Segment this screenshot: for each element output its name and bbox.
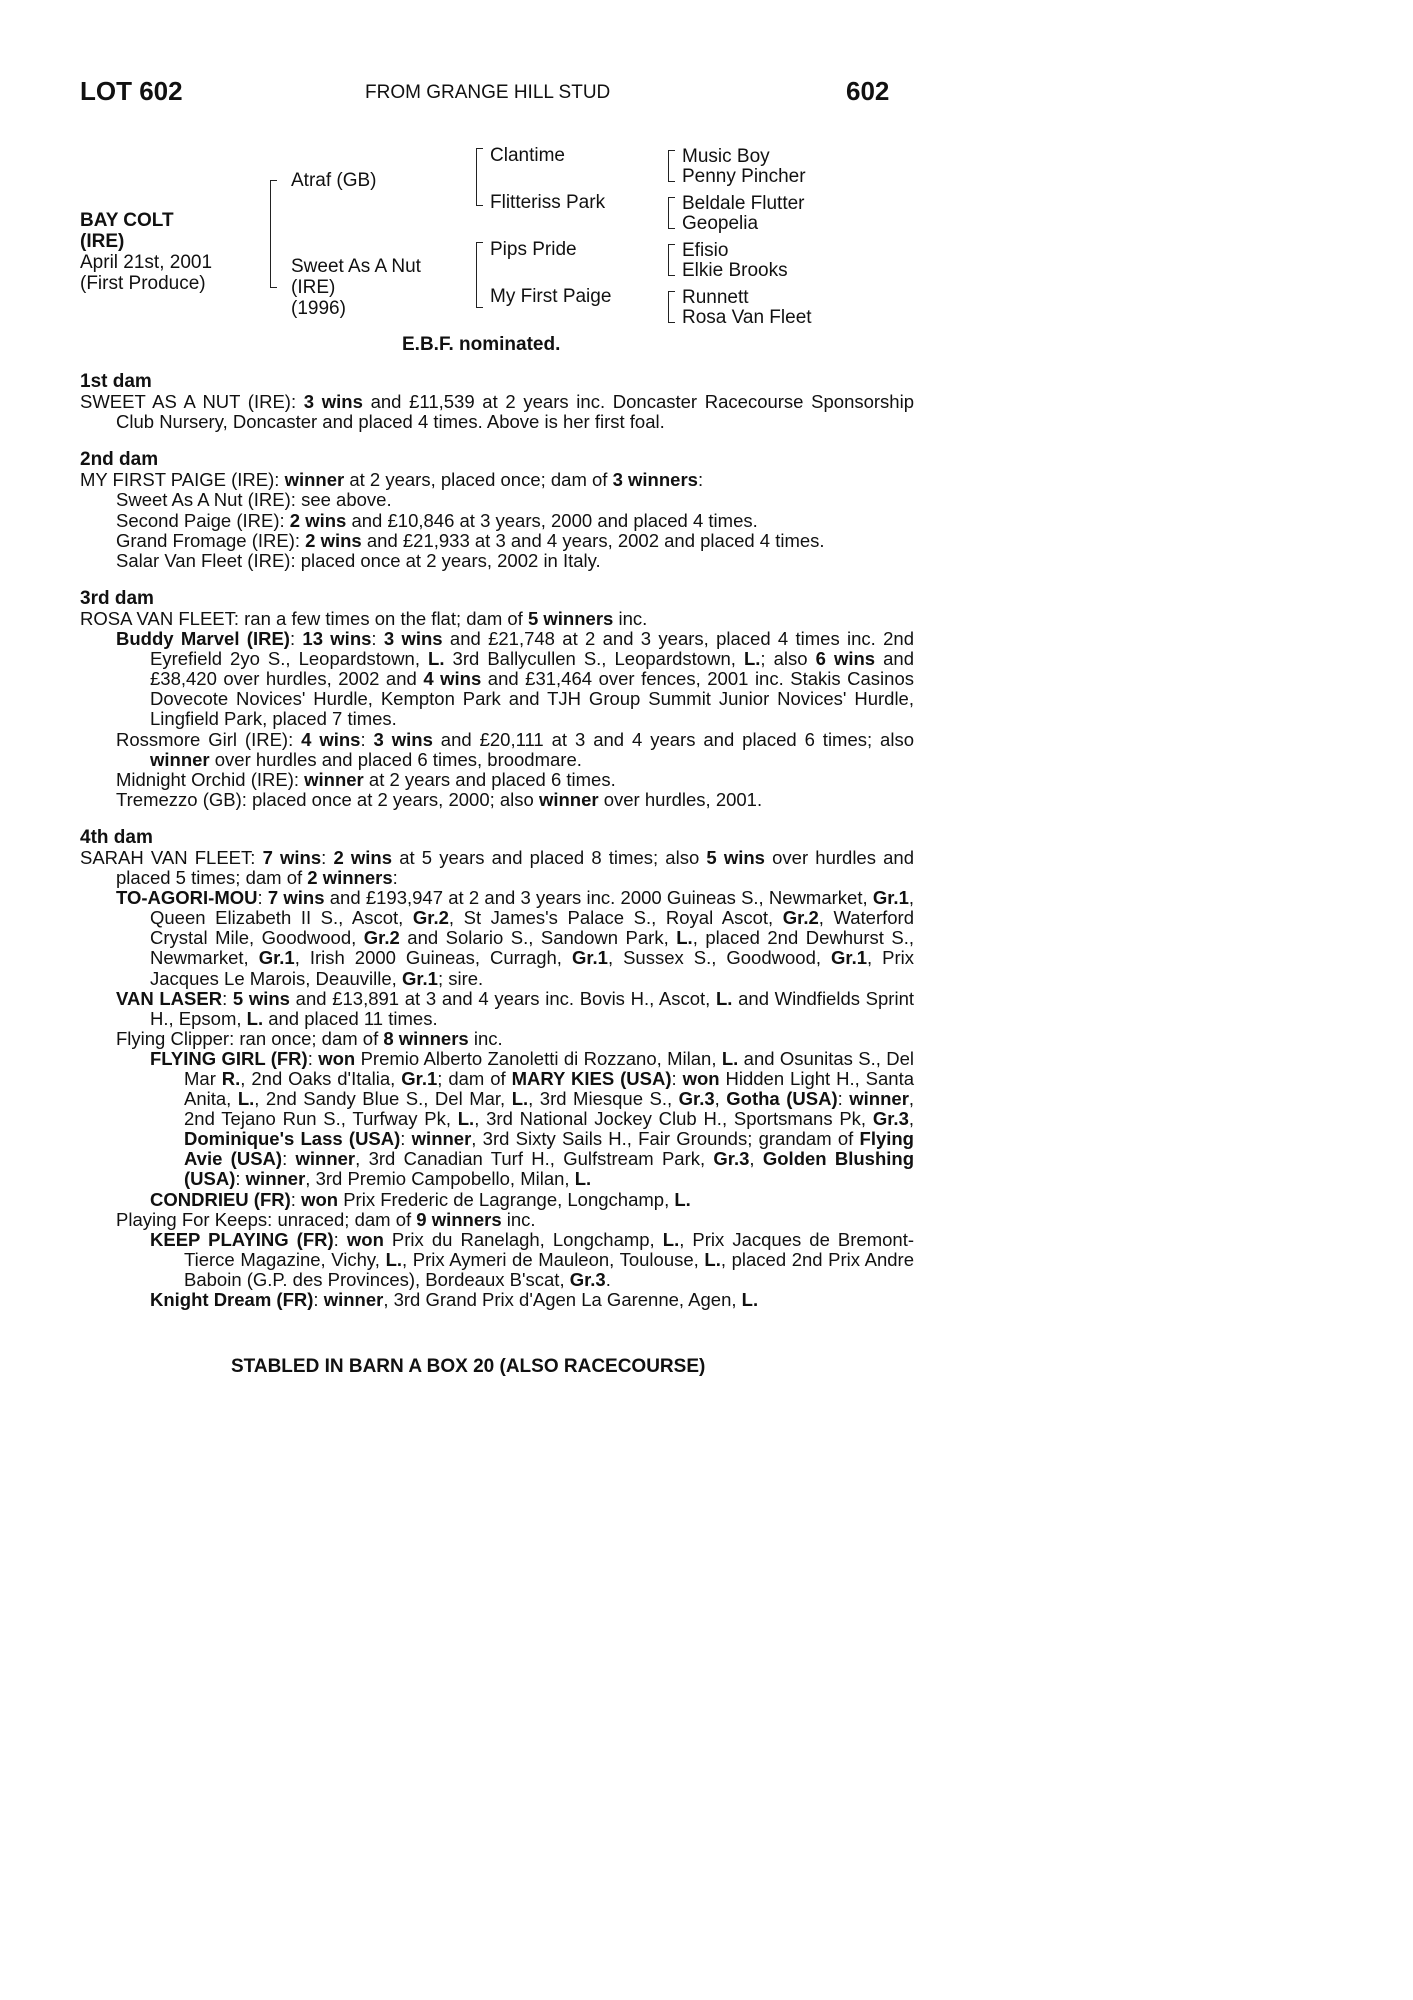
dam-entry: SARAH VAN FLEET: 7 wins: 2 wins at 5 years and placed 8 times; also 5 wins over hurdles and placed 5 times; dam of 2 winners: xyxy=(80,846,915,889)
produce-entry: Knight Dream (FR): winner, 3rd Grand Prix d'Agen La Garenne, Agen, L. xyxy=(150,1289,759,1311)
produce-entry: Midnight Orchid (IRE): winner at 2 years and placed 6 times. xyxy=(116,768,616,790)
produce-entry: Rossmore Girl (IRE): 4 wins: 3 wins and £20,111 at 3 and 4 years and placed 6 times; also winner over hurdles and placed 6 times, broodmare. xyxy=(116,728,914,770)
dam-entry: SWEET AS A NUT (IRE): 3 wins and £11,539 at 2 years inc. Doncaster Racecourse Sponsorship Club Nursery, Doncaster and placed 4 times. Above is her first foal. xyxy=(80,391,914,433)
dam-dam: My First Paige xyxy=(490,286,612,307)
consignor: FROM GRANGE HILL STUD xyxy=(365,82,611,103)
dam-lines xyxy=(80,372,914,1310)
ancestor-4: Geopelia xyxy=(682,213,759,234)
brace-sire xyxy=(476,148,483,206)
third-dam-section xyxy=(80,589,914,810)
brace-g2 xyxy=(668,197,675,229)
first-dam-section xyxy=(80,372,914,432)
produce-entry: Salar Van Fleet (IRE): placed once at 2 years, 2002 in Italy. xyxy=(116,549,601,571)
ebf-note: E.B.F. nominated. xyxy=(402,334,561,355)
ancestor-6: Elkie Brooks xyxy=(682,260,788,281)
stabling-note: STABLED IN BARN A BOX 20 (ALSO RACECOURSE) xyxy=(231,1356,706,1377)
produce-entry: Second Paige (IRE): 2 wins and £10,846 at 3 years, 2000 and placed 4 times. xyxy=(116,509,758,531)
produce-entry: TO-AGORI-MOU: 7 wins and £193,947 at 2 and 3 years inc. 2000 Guineas S., Newmarket, Gr.1, Queen Elizabeth II S., Ascot, Gr.2, St James's Palace S., Royal Ascot, Gr.2, Waterford Crystal Mile, Goodwood, Gr.2 and Solario S., Sandown Park, L., placed 2nd Dewhurst S., Newmarket, Gr.1, Irish 2000 Guineas, Curragh, Gr.1, Sussex S., Goodwood, Gr.1, Prix Jacques Le Marois, Deauville, Gr.1; sire. xyxy=(116,887,915,989)
second-dam-section xyxy=(80,450,914,571)
produce-entry: VAN LASER: 5 wins and £13,891 at 3 and 4 years inc. Bovis H., Ascot, L. and Windfields Sprint H., Epsom, L. and placed 11 times. xyxy=(116,987,914,1029)
produce-entry: Playing For Keeps: unraced; dam of 9 winners inc. xyxy=(116,1208,536,1230)
brace-dam xyxy=(476,242,483,308)
dam-entry: MY FIRST PAIGE (IRE): winner at 2 years, placed once; dam of 3 winners: xyxy=(80,469,704,491)
lot-label: LOT 602 xyxy=(80,76,183,106)
brace-g3 xyxy=(668,244,675,276)
ancestor-2: Penny Pincher xyxy=(682,166,806,187)
produce-entry: CONDRIEU (FR): won Prix Frederic de Lagrange, Longchamp, L. xyxy=(150,1188,691,1210)
section-heading: 1st dam xyxy=(80,371,152,392)
brace-g4 xyxy=(668,291,675,323)
section-heading: 4th dam xyxy=(80,826,153,848)
fourth-dam-section xyxy=(80,828,914,1310)
sire-sire: Clantime xyxy=(490,145,565,166)
produce-entry: Tremezzo (GB): placed once at 2 years, 2000; also winner over hurdles, 2001. xyxy=(116,788,763,810)
produce-entry: FLYING GIRL (FR): won Premio Alberto Zanoletti di Rozzano, Milan, L. and Osunitas S., Del Mar R., 2nd Oaks d'Italia, Gr.1; dam of MARY KIES (USA): won Hidden Light H., Santa Anita, L., 2nd Sandy Blue S., Del Mar, L., 3rd Miesque S., Gr.3, Gotha (USA): winner, 2nd Tejano Run S., Turfway Pk, L., 3rd National Jockey Club H., Sportsmans Pk, Gr.3, Dominique's Lass (USA): winner, 3rd Sixty Sails H., Fair Grounds; grandam of Flying Avie (USA): winner, 3rd Canadian Turf H., Gulfstream Park, Gr.3, Golden Blushing (USA): winner, 3rd Premio Campobello, Milan, L. xyxy=(150,1047,915,1190)
produce-entry: Grand Fromage (IRE): 2 wins and £21,933 at 3 and 4 years, 2002 and placed 4 times. xyxy=(116,529,825,551)
section-heading: 2nd dam xyxy=(80,449,159,471)
horse-name: BAY COLT (IRE) April 21st, 2001 (First Produce) xyxy=(80,210,213,294)
produce-entry: Sweet As A Nut (IRE): see above. xyxy=(116,489,392,511)
dam: Sweet As A Nut (IRE) (1996) xyxy=(291,256,421,319)
brace-g1 xyxy=(668,150,675,182)
ancestor-7: Runnett xyxy=(682,287,749,308)
ancestor-8: Rosa Van Fleet xyxy=(682,307,812,328)
dam-entry: ROSA VAN FLEET: ran a few times on the flat; dam of 5 winners inc. xyxy=(80,607,648,629)
ancestor-1: Music Boy xyxy=(682,146,770,167)
ancestor-5: Efisio xyxy=(682,240,729,261)
sire-dam: Flitteriss Park xyxy=(490,192,606,213)
produce-entry: Flying Clipper: ran once; dam of 8 winners inc. xyxy=(116,1027,503,1049)
produce-entry: KEEP PLAYING (FR): won Prix du Ranelagh, Longchamp, L., Prix Jacques de Bremont-Tierce Magazine, Vichy, L., Prix Aymeri de Mauleon, Toulouse, L., placed 2nd Prix Andre Baboin (G.P. des Provinces), Bordeaux B'scat, Gr.3. xyxy=(150,1228,915,1290)
section-heading: 3rd dam xyxy=(80,587,154,609)
lot-number: 602 xyxy=(846,76,890,106)
brace-main xyxy=(270,180,277,288)
dam-sire: Pips Pride xyxy=(490,239,577,260)
sire: Atraf (GB) xyxy=(291,170,377,191)
produce-entry: Buddy Marvel (IRE): 13 wins: 3 wins and £21,748 at 2 and 3 years, placed 4 times inc. 2nd Eyrefield 2yo S., Leopardstown, L. 3rd Ballycullen S., Leopardstown, L.; also 6 wins and £38,420 over hurdles, 2002 and 4 wins and £31,464 over fences, 2001 inc. Stakis Casinos Dovecote Novices' Hurdle, Kempton Park and TJH Group Summit Junior Novices' Hurdle, Lingfield Park, placed 7 times. xyxy=(116,628,914,730)
ancestor-3: Beldale Flutter xyxy=(682,193,805,214)
